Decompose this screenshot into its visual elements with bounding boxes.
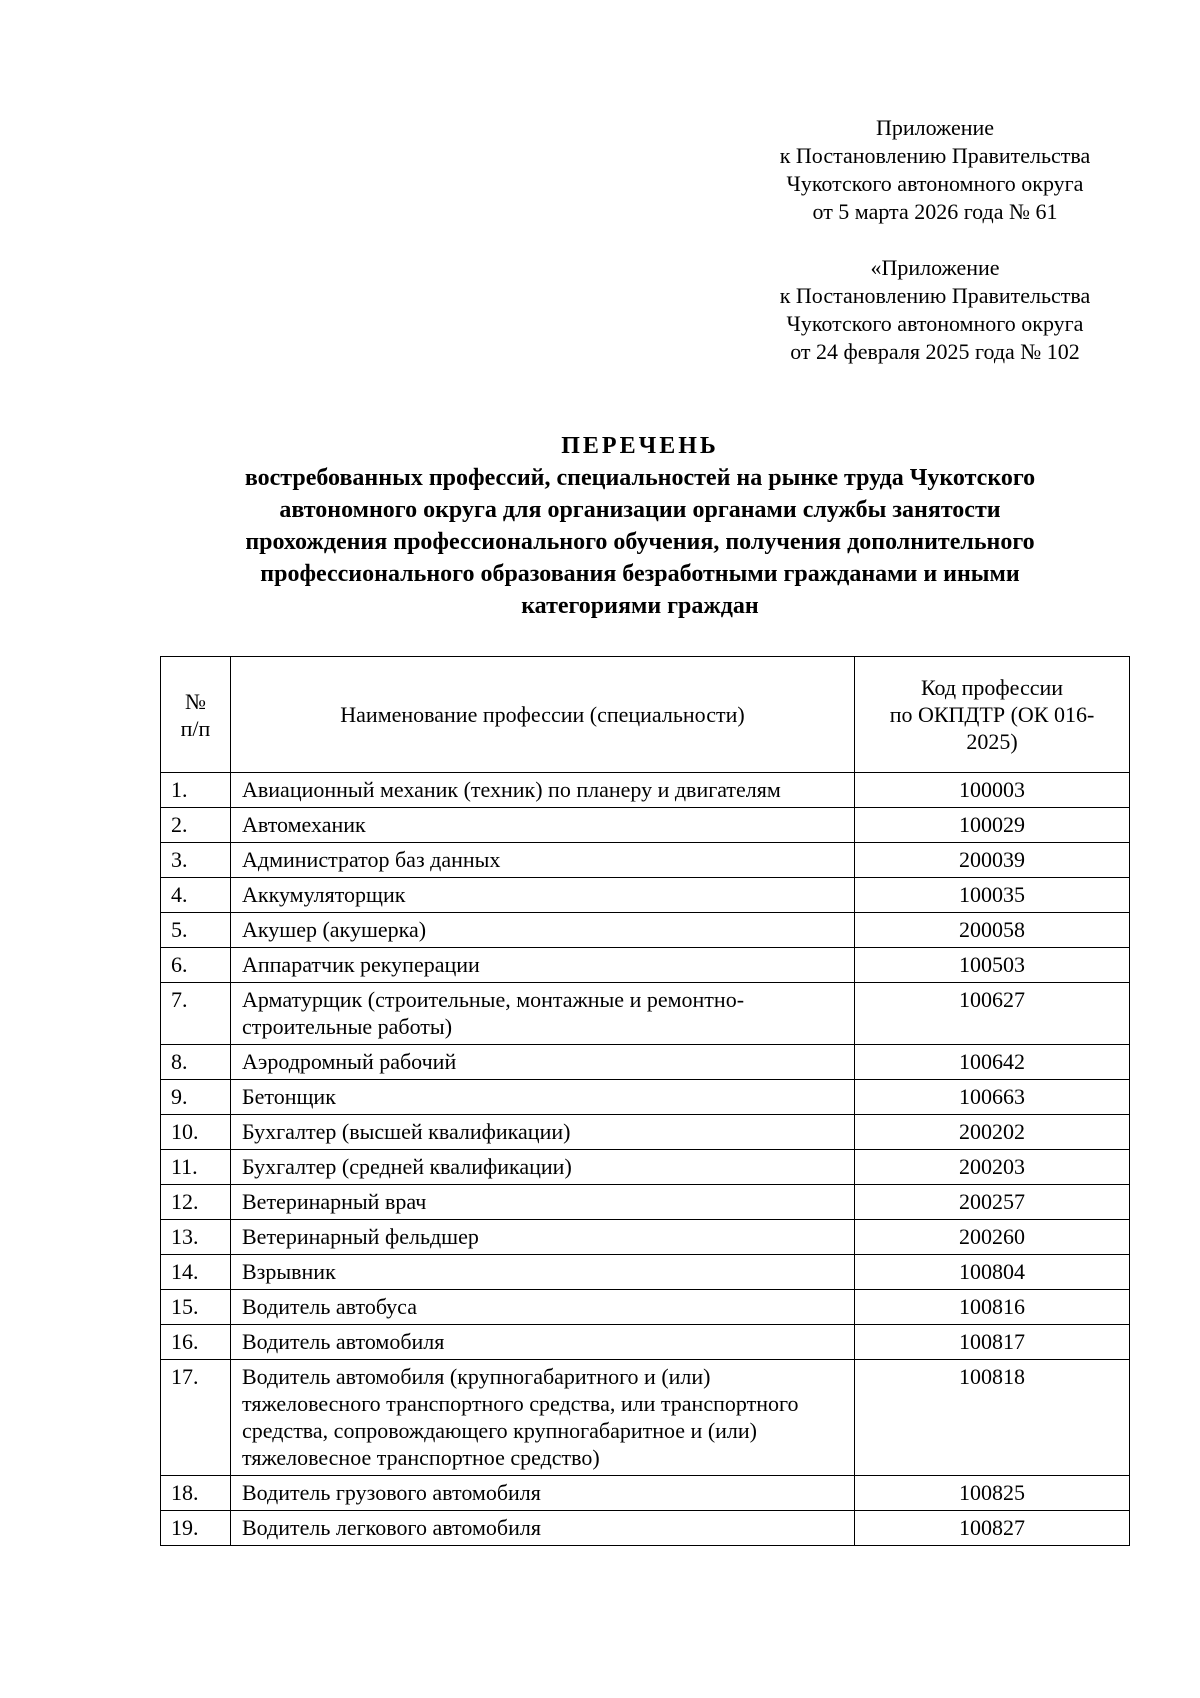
row-profession-name: Бухгалтер (высшей квалификации): [231, 1115, 855, 1150]
table-row: [161, 1360, 1130, 1476]
row-profession-name: Бетонщик: [231, 1080, 855, 1115]
row-profession-name: Авиационный механик (техник) по планеру и двигателям: [231, 773, 855, 808]
title-main: ПЕРЕЧЕНЬ: [561, 433, 719, 459]
table-row: [161, 1255, 1130, 1290]
row-profession-code: 100825: [855, 1476, 1130, 1511]
annex-line: от 5 марта 2026 года № 61: [812, 199, 1058, 224]
row-profession-name: Акушер (акушерка): [231, 913, 855, 948]
row-number: 2.: [161, 808, 231, 843]
row-profession-name: Бухгалтер (средней квалификации): [231, 1150, 855, 1185]
annex-line: от 24 февраля 2025 года № 102: [790, 339, 1080, 364]
row-profession-code: 100827: [855, 1511, 1130, 1546]
header-profession-name: Наименование профессии (специальности): [231, 657, 855, 773]
row-profession-name: Аэродромный рабочий: [231, 1045, 855, 1080]
table-row: [161, 948, 1130, 983]
annex-line: «Приложение: [870, 255, 1000, 280]
row-number: 16.: [161, 1325, 231, 1360]
row-profession-name: Арматурщик (строительные, монтажные и ремонтно-строительные работы): [231, 983, 855, 1045]
row-profession-code: 100003: [855, 773, 1130, 808]
table-row: [161, 773, 1130, 808]
annex-line: к Постановлению Правительства: [779, 143, 1091, 168]
row-number: 18.: [161, 1476, 231, 1511]
row-profession-name: Водитель автомобиля (крупногабаритного и (или) тяжеловесного транспортного средства, или транспортного средства, сопровождающего крупногабаритное и (или) тяжеловесное транспортное средство): [231, 1360, 855, 1476]
table-row: [161, 1511, 1130, 1546]
row-number: 13.: [161, 1220, 231, 1255]
table-row: [161, 1290, 1130, 1325]
row-profession-name: Администратор баз данных: [231, 843, 855, 878]
table-row: [161, 1325, 1130, 1360]
table-row: [161, 878, 1130, 913]
table-row: [161, 1115, 1130, 1150]
row-number: 5.: [161, 913, 231, 948]
row-profession-code: 100035: [855, 878, 1130, 913]
title-line: профессионального образования безработными гражданами и иными: [260, 561, 1020, 587]
header-profession-code: Код профессии по ОКПДТР (ОК 016- 2025): [855, 657, 1130, 773]
row-number: 3.: [161, 843, 231, 878]
row-profession-code: 200202: [855, 1115, 1130, 1150]
row-profession-name: Водитель автобуса: [231, 1290, 855, 1325]
row-profession-code: 100029: [855, 808, 1130, 843]
row-number: 17.: [161, 1360, 231, 1476]
row-profession-code: 200257: [855, 1185, 1130, 1220]
table-row: [161, 808, 1130, 843]
row-profession-code: 100804: [855, 1255, 1130, 1290]
row-profession-code: 200039: [855, 843, 1130, 878]
row-number: 11.: [161, 1150, 231, 1185]
row-number: 19.: [161, 1511, 231, 1546]
title-line: категориями граждан: [521, 593, 759, 619]
title-line: автономного округа для организации органами службы занятости: [279, 497, 1001, 523]
row-profession-name: Автомеханик: [231, 808, 855, 843]
table-row: [161, 1476, 1130, 1511]
row-profession-code: 100818: [855, 1360, 1130, 1476]
professions-table: [160, 656, 1130, 1546]
row-profession-code: 200058: [855, 913, 1130, 948]
row-profession-name: Водитель автомобиля: [231, 1325, 855, 1360]
row-number: 6.: [161, 948, 231, 983]
annex-line: Приложение: [875, 115, 995, 140]
table-row: [161, 843, 1130, 878]
document-title: [150, 430, 1130, 622]
row-profession-code: 100503: [855, 948, 1130, 983]
row-profession-name: Аккумуляторщик: [231, 878, 855, 913]
table-row: [161, 1220, 1130, 1255]
row-number: 15.: [161, 1290, 231, 1325]
table-row: [161, 1185, 1130, 1220]
row-number: 9.: [161, 1080, 231, 1115]
row-number: 14.: [161, 1255, 231, 1290]
row-profession-name: Аппаратчик рекуперации: [231, 948, 855, 983]
row-profession-name: Ветеринарный врач: [231, 1185, 855, 1220]
table-row: [161, 1150, 1130, 1185]
title-line: востребованных профессий, специальностей на рынке труда Чукотского: [244, 465, 1036, 491]
row-profession-code: 200260: [855, 1220, 1130, 1255]
table-row: [161, 1045, 1130, 1080]
table-row: [161, 1080, 1130, 1115]
row-number: 8.: [161, 1045, 231, 1080]
row-number: 12.: [161, 1185, 231, 1220]
table-row: [161, 983, 1130, 1045]
row-number: 4.: [161, 878, 231, 913]
row-profession-code: 100816: [855, 1290, 1130, 1325]
annex-line: к Постановлению Правительства: [779, 283, 1091, 308]
row-number: 10.: [161, 1115, 231, 1150]
row-profession-name: Водитель легкового автомобиля: [231, 1511, 855, 1546]
row-profession-code: 100627: [855, 983, 1130, 1045]
row-profession-name: Ветеринарный фельдшер: [231, 1220, 855, 1255]
table-header-row: [161, 657, 1130, 773]
row-number: 7.: [161, 983, 231, 1045]
row-profession-code: 100642: [855, 1045, 1130, 1080]
annex-line: Чукотского автономного округа: [786, 171, 1084, 196]
row-profession-code: 100663: [855, 1080, 1130, 1115]
annex-header-previous: [760, 254, 1110, 366]
row-profession-code: 100817: [855, 1325, 1130, 1360]
annex-header-current: [760, 114, 1110, 226]
row-profession-code: 200203: [855, 1150, 1130, 1185]
row-number: 1.: [161, 773, 231, 808]
table-row: [161, 913, 1130, 948]
title-line: прохождения профессионального обучения, получения дополнительного: [245, 529, 1035, 555]
row-profession-name: Водитель грузового автомобиля: [231, 1476, 855, 1511]
header-number: № п/п: [161, 657, 231, 773]
annex-line: Чукотского автономного округа: [786, 311, 1084, 336]
row-profession-name: Взрывник: [231, 1255, 855, 1290]
